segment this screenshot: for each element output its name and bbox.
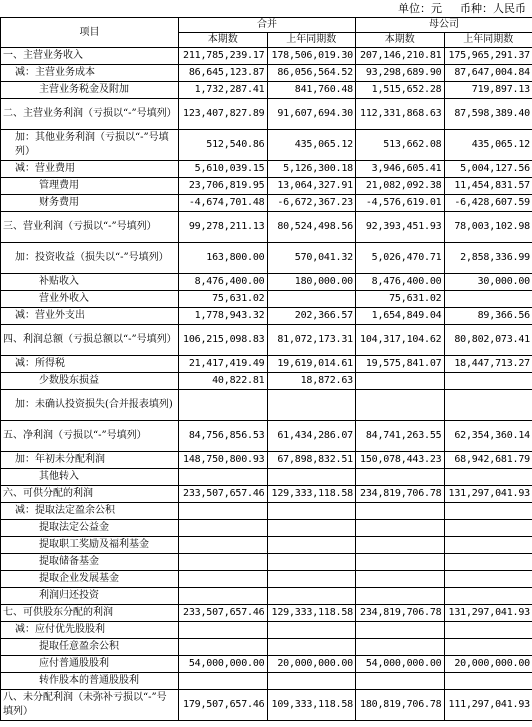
consolidated-current-value: 1,778,943.32 [179, 308, 268, 325]
parent-current-value: 75,631.02 [356, 291, 445, 308]
parent-current-value [356, 520, 445, 537]
consolidated-current-value: 233,507,657.46 [179, 605, 268, 622]
consolidated-current-value: 233,507,657.46 [179, 486, 268, 503]
consolidated-current-value [179, 588, 268, 605]
table-row [1, 656, 532, 673]
consolidated-current-value [179, 639, 268, 656]
consolidated-prior-value: 841,760.48 [267, 82, 356, 99]
consolidated-current-value: 5,610,039.15 [179, 161, 268, 178]
consolidated-prior-value: 20,000,000.00 [267, 656, 356, 673]
consolidated-current-value [179, 673, 268, 690]
header-row-groups [1, 18, 532, 33]
consolidated-current-value [179, 520, 268, 537]
parent-prior-value [444, 390, 532, 421]
parent-current-value: 104,317,104.62 [356, 325, 445, 356]
row-label: 其他转入 [1, 469, 179, 486]
table-row [1, 605, 532, 622]
table-row [1, 274, 532, 291]
consolidated-current-value: 179,507,657.46 [179, 690, 268, 721]
table-row [1, 469, 532, 486]
parent-prior-value: 89,366.56 [444, 308, 532, 325]
parent-current-value: 1,654,849.04 [356, 308, 445, 325]
table-row [1, 571, 532, 588]
table-row [1, 195, 532, 212]
consolidated-prior-value [267, 639, 356, 656]
parent-prior-value: 719,897.13 [444, 82, 532, 99]
parent-current-value [356, 469, 445, 486]
parent-prior-value [444, 571, 532, 588]
parent-current-value: 8,476,400.00 [356, 274, 445, 291]
table-row [1, 130, 532, 161]
table-row [1, 673, 532, 690]
consolidated-prior-value: 86,056,564.52 [267, 65, 356, 82]
parent-prior-value: 87,598,389.40 [444, 99, 532, 130]
consolidated-prior-value: 178,506,019.30 [267, 48, 356, 65]
table-row [1, 452, 532, 469]
parent-company-group-header: 母公司 [356, 18, 532, 33]
parent-prior-value: 78,003,102.98 [444, 212, 532, 243]
consolidated-current-value [179, 554, 268, 571]
consolidated-prior-value: 19,619,014.61 [267, 356, 356, 373]
parent-prior-value [444, 639, 532, 656]
parent-current-value [356, 639, 445, 656]
consolidated-prior-value [267, 469, 356, 486]
row-label: 三、营业利润（亏损以“-”号填列） [1, 212, 179, 243]
table-row [1, 537, 532, 554]
table-row [1, 373, 532, 390]
consolidated-current-value: 211,785,239.17 [179, 48, 268, 65]
table-row [1, 161, 532, 178]
consolidated-prior-value: 435,065.12 [267, 130, 356, 161]
row-label: 应付普通股股利 [1, 656, 179, 673]
consolidated-prior-value [267, 571, 356, 588]
parent-current-value: 93,298,689.90 [356, 65, 445, 82]
consolidated-prior-value: 202,366.57 [267, 308, 356, 325]
table-row [1, 48, 532, 65]
consolidated-current-value: 106,215,098.83 [179, 325, 268, 356]
row-label: 五、净利润（亏损以“-”号填列） [1, 421, 179, 452]
row-label: 主营业务税金及附加 [1, 82, 179, 99]
parent-prior-value [444, 469, 532, 486]
consolidated-current-value: 99,278,211.13 [179, 212, 268, 243]
consolidated-prior-value [267, 291, 356, 308]
consolidated-prior-value: -6,672,367.23 [267, 195, 356, 212]
consolidated-current-value [179, 622, 268, 639]
consolidated-current-header: 本期数 [179, 33, 268, 48]
parent-current-value: 92,393,451.93 [356, 212, 445, 243]
row-label: 一、主营业务收入 [1, 48, 179, 65]
parent-current-value [356, 588, 445, 605]
parent-prior-value: 62,354,360.14 [444, 421, 532, 452]
row-label: 加：其他业务利润（亏损以“-”号填列） [1, 130, 179, 161]
consolidated-prior-value [267, 622, 356, 639]
consolidated-prior-value: 18,872.63 [267, 373, 356, 390]
parent-prior-value: 435,065.12 [444, 130, 532, 161]
table-row [1, 325, 532, 356]
parent-prior-value [444, 520, 532, 537]
consolidated-current-value [179, 503, 268, 520]
parent-prior-value: 87,647,004.84 [444, 65, 532, 82]
parent-current-header: 本期数 [356, 33, 445, 48]
row-label: 提取法定公益金 [1, 520, 179, 537]
row-label: 提取企业发展基金 [1, 571, 179, 588]
parent-prior-value: 68,942,681.79 [444, 452, 532, 469]
consolidated-current-value: 84,756,856.53 [179, 421, 268, 452]
unit-label: 单位：元 [398, 2, 442, 15]
table-row [1, 588, 532, 605]
parent-prior-value: 111,297,041.93 [444, 690, 532, 721]
parent-current-value [356, 622, 445, 639]
row-label: 七、可供股东分配的利润 [1, 605, 179, 622]
parent-prior-value: 175,965,291.37 [444, 48, 532, 65]
parent-prior-value [444, 588, 532, 605]
consolidated-current-value: 40,822.81 [179, 373, 268, 390]
consolidated-prior-value: 13,064,327.91 [267, 178, 356, 195]
table-row [1, 356, 532, 373]
table-body [1, 48, 532, 721]
parent-prior-header: 上年同期数 [444, 33, 532, 48]
row-label: 减：应付优先股股利 [1, 622, 179, 639]
consolidated-prior-value [267, 503, 356, 520]
consolidated-current-value: 54,000,000.00 [179, 656, 268, 673]
parent-prior-value [444, 554, 532, 571]
table-row [1, 212, 532, 243]
table-row [1, 554, 532, 571]
row-label: 八、未分配利润（未弥补亏损以“-”号填列） [1, 690, 179, 721]
consolidated-prior-value [267, 537, 356, 554]
consolidated-prior-value: 80,524,498.56 [267, 212, 356, 243]
row-label: 提取任意盈余公积 [1, 639, 179, 656]
parent-current-value: 3,946,605.41 [356, 161, 445, 178]
consolidated-current-value: 512,540.86 [179, 130, 268, 161]
consolidated-current-value: 75,631.02 [179, 291, 268, 308]
row-label: 二、主营业务利润（亏损以“-”号填列） [1, 99, 179, 130]
consolidated-prior-value: 67,898,832.51 [267, 452, 356, 469]
table-row [1, 486, 532, 503]
table-row [1, 639, 532, 656]
parent-prior-value: 18,447,713.27 [444, 356, 532, 373]
row-label: 加：年初未分配利润 [1, 452, 179, 469]
consolidated-current-value: -4,674,701.48 [179, 195, 268, 212]
consolidated-current-value [179, 469, 268, 486]
consolidated-prior-value [267, 390, 356, 421]
table-row [1, 65, 532, 82]
row-label: 四、利润总额（亏损总额以“-”号填列） [1, 325, 179, 356]
row-label: 提取储备基金 [1, 554, 179, 571]
consolidated-current-value [179, 537, 268, 554]
row-label: 减：营业外支出 [1, 308, 179, 325]
row-label: 减：营业费用 [1, 161, 179, 178]
consolidated-current-value: 23,706,819.95 [179, 178, 268, 195]
row-label: 加：投资收益（损失以“-”号填列） [1, 243, 179, 274]
parent-current-value: 1,515,652.28 [356, 82, 445, 99]
parent-prior-value: 5,004,127.56 [444, 161, 532, 178]
consolidated-current-value: 86,645,123.87 [179, 65, 268, 82]
parent-prior-value: 11,454,831.57 [444, 178, 532, 195]
table-row [1, 503, 532, 520]
consolidated-prior-value: 129,333,118.58 [267, 486, 356, 503]
parent-current-value: 84,741,263.55 [356, 421, 445, 452]
parent-prior-value: 131,297,041.93 [444, 486, 532, 503]
consolidated-prior-value: 81,072,173.31 [267, 325, 356, 356]
parent-current-value: 5,026,470.71 [356, 243, 445, 274]
consolidated-prior-header: 上年同期数 [267, 33, 356, 48]
consolidated-current-value: 148,750,800.93 [179, 452, 268, 469]
parent-current-value: 234,819,706.78 [356, 605, 445, 622]
table-row [1, 308, 532, 325]
row-label: 财务费用 [1, 195, 179, 212]
parent-current-value: -4,576,619.01 [356, 195, 445, 212]
row-label: 减：提取法定盈余公积 [1, 503, 179, 520]
parent-current-value: 112,331,868.63 [356, 99, 445, 130]
consolidated-prior-value [267, 554, 356, 571]
parent-prior-value [444, 622, 532, 639]
consolidated-current-value: 123,407,827.89 [179, 99, 268, 130]
parent-current-value: 234,819,706.78 [356, 486, 445, 503]
parent-current-value [356, 673, 445, 690]
parent-current-value: 21,082,092.38 [356, 178, 445, 195]
table-row [1, 421, 532, 452]
row-label: 转作股本的普通股股利 [1, 673, 179, 690]
parent-prior-value [444, 291, 532, 308]
consolidated-prior-value: 129,333,118.58 [267, 605, 356, 622]
consolidated-prior-value: 109,333,118.58 [267, 690, 356, 721]
consolidated-group-header: 合并 [179, 18, 356, 33]
parent-prior-value: 80,802,073.41 [444, 325, 532, 356]
consolidated-current-value: 163,800.00 [179, 243, 268, 274]
consolidated-prior-value [267, 588, 356, 605]
consolidated-current-value: 21,417,419.49 [179, 356, 268, 373]
table-row [1, 520, 532, 537]
parent-current-value [356, 503, 445, 520]
row-label: 加：未确认投资损失(合并报表填列) [1, 390, 179, 421]
parent-prior-value [444, 503, 532, 520]
consolidated-prior-value [267, 520, 356, 537]
parent-current-value [356, 390, 445, 421]
row-label: 补贴收入 [1, 274, 179, 291]
consolidated-current-value [179, 390, 268, 421]
row-label: 营业外收入 [1, 291, 179, 308]
currency-label: 币种：人民币 [460, 2, 526, 15]
consolidated-prior-value [267, 673, 356, 690]
parent-current-value: 207,146,210.81 [356, 48, 445, 65]
parent-current-value: 513,662.08 [356, 130, 445, 161]
parent-prior-value: 20,000,000.00 [444, 656, 532, 673]
parent-prior-value [444, 373, 532, 390]
parent-current-value: 180,819,706.78 [356, 690, 445, 721]
row-label: 利润归还投资 [1, 588, 179, 605]
consolidated-prior-value: 61,434,286.07 [267, 421, 356, 452]
consolidated-prior-value: 570,041.32 [267, 243, 356, 274]
income-statement-table [0, 17, 532, 721]
parent-prior-value [444, 537, 532, 554]
table-row [1, 291, 532, 308]
table-row [1, 243, 532, 274]
row-label: 提取职工奖励及福利基金 [1, 537, 179, 554]
parent-current-value [356, 554, 445, 571]
consolidated-current-value: 1,732,287.41 [179, 82, 268, 99]
consolidated-prior-value: 180,000.00 [267, 274, 356, 291]
table-row [1, 178, 532, 195]
item-column-header: 项目 [1, 18, 179, 48]
parent-prior-value: 30,000.00 [444, 274, 532, 291]
row-label: 管理费用 [1, 178, 179, 195]
parent-prior-value [444, 673, 532, 690]
table-row [1, 390, 532, 421]
table-row [1, 622, 532, 639]
row-label: 减：主营业务成本 [1, 65, 179, 82]
parent-prior-value: -6,428,607.59 [444, 195, 532, 212]
parent-current-value: 19,575,841.07 [356, 356, 445, 373]
consolidated-current-value [179, 571, 268, 588]
row-label: 六、可供分配的利润 [1, 486, 179, 503]
consolidated-prior-value: 91,607,694.30 [267, 99, 356, 130]
consolidated-current-value: 8,476,400.00 [179, 274, 268, 291]
parent-current-value: 54,000,000.00 [356, 656, 445, 673]
consolidated-prior-value: 5,126,300.18 [267, 161, 356, 178]
parent-current-value [356, 571, 445, 588]
parent-current-value [356, 537, 445, 554]
unit-currency-line [0, 0, 532, 17]
parent-current-value [356, 373, 445, 390]
row-label: 少数股东损益 [1, 373, 179, 390]
table-row [1, 690, 532, 721]
row-label: 减：所得税 [1, 356, 179, 373]
table-row [1, 99, 532, 130]
table-row [1, 82, 532, 99]
parent-prior-value: 131,297,041.93 [444, 605, 532, 622]
parent-prior-value: 2,858,336.99 [444, 243, 532, 274]
parent-current-value: 150,078,443.23 [356, 452, 445, 469]
